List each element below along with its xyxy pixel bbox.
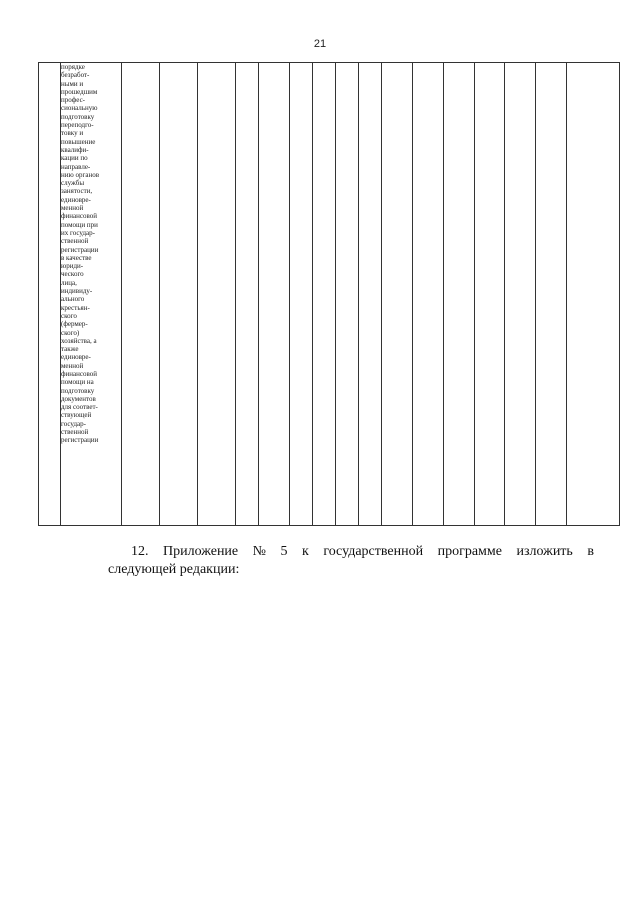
description-line: порядке <box>61 63 85 71</box>
description-line: ствующей <box>61 411 92 420</box>
description-line: индивиду- <box>61 287 93 296</box>
table-cell <box>413 63 444 526</box>
page-number: 21 <box>313 38 327 50</box>
description-line: хозяйства, а <box>61 336 97 345</box>
description-line: занятости, <box>61 187 93 196</box>
paragraph-number: 12. <box>131 544 149 559</box>
table-cell <box>236 63 259 526</box>
amendment-paragraph <box>108 543 594 579</box>
table-cell <box>160 63 198 526</box>
description-line: ными и <box>61 79 84 88</box>
description-line: финансовой <box>61 369 97 378</box>
paragraph-line-1 <box>108 543 594 561</box>
number-cell <box>39 63 61 526</box>
description-line: службы <box>61 179 85 188</box>
table-cell <box>382 63 413 526</box>
table-cell <box>444 63 475 526</box>
description-line: товку и <box>61 129 84 138</box>
description-line: ственной <box>61 237 89 246</box>
table-row <box>39 63 620 526</box>
description-line: единовре- <box>61 195 91 204</box>
description-line: прошедшим <box>61 87 98 96</box>
table-cell <box>198 63 236 526</box>
description-line: для соответ- <box>61 403 98 412</box>
description-line: подготовку <box>61 112 95 121</box>
description-line: лица, <box>61 278 77 287</box>
table-cell <box>259 63 290 526</box>
table-cell <box>536 63 567 526</box>
table-cell <box>567 63 620 526</box>
description-line: ского <box>61 311 77 320</box>
description-line: ального <box>61 295 85 304</box>
table-cell <box>505 63 536 526</box>
table-cell <box>290 63 313 526</box>
description-line: регистрации <box>61 245 99 254</box>
table-cell <box>122 63 160 526</box>
description-line: в качестве <box>61 253 92 262</box>
table-cell <box>313 63 336 526</box>
description-line: юриди- <box>61 262 84 271</box>
description-line: также <box>61 345 79 354</box>
description-line: крестьян- <box>61 303 90 312</box>
paragraph-word: к <box>302 544 309 559</box>
description-line: ственной <box>61 428 89 437</box>
program-table <box>38 62 620 526</box>
description-line: кации по <box>61 154 88 163</box>
description-line: помощи на <box>61 378 94 387</box>
description-line: направле- <box>61 162 91 171</box>
paragraph-word: Приложение <box>163 544 239 559</box>
paragraph-word: изложить <box>516 544 573 559</box>
description-line: сиональную <box>61 104 98 113</box>
paragraph-word: в <box>587 544 594 559</box>
description-line: единовре- <box>61 353 91 362</box>
description-line: ского) <box>61 328 80 337</box>
description-line: повышение <box>61 137 96 146</box>
description-line: нию органов <box>61 170 100 179</box>
description-line: профес- <box>61 96 86 105</box>
paragraph-word: программе <box>437 544 502 559</box>
description-line: их государ- <box>61 228 95 237</box>
description-line: регистрации <box>61 436 99 445</box>
paragraph-word: 5 <box>280 544 288 559</box>
table-cell <box>359 63 382 526</box>
table-cell <box>475 63 505 526</box>
description-line: менной <box>61 361 84 370</box>
description-line: подготовку <box>61 386 95 395</box>
description-line: переподго- <box>61 121 94 130</box>
description-line: документов <box>61 394 96 403</box>
description-line: квалифи- <box>61 145 89 154</box>
description-line: финансовой <box>61 212 97 221</box>
description-cell <box>61 63 122 526</box>
table-cell <box>336 63 359 526</box>
description-line: безработ- <box>61 71 90 80</box>
description-line: (фермер- <box>61 320 88 329</box>
description-line: помощи при <box>61 220 98 229</box>
description-line: государ- <box>61 419 86 428</box>
paragraph-word: № <box>252 544 266 559</box>
paragraph-word: государственной <box>323 544 424 559</box>
description-line: менной <box>61 204 84 213</box>
paragraph-line-2: следующей редакции: <box>108 562 240 577</box>
description-line: ческого <box>61 270 84 279</box>
